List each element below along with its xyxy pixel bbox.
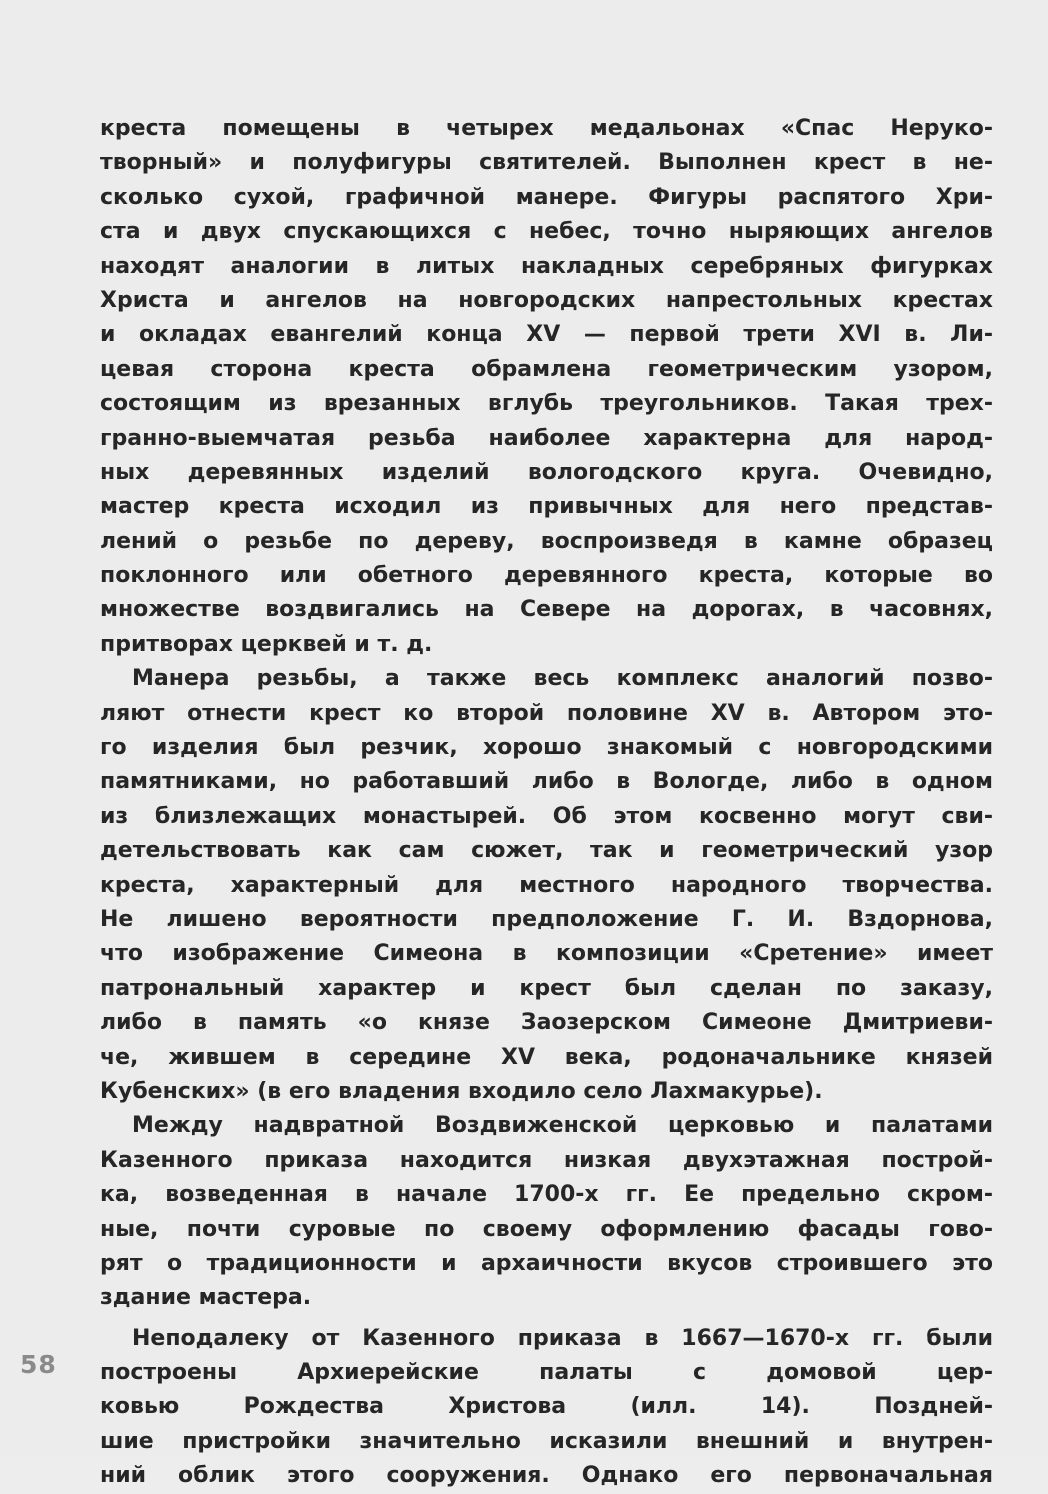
text-line: Кубенских» (в его владения входило село Лахмакурье). [100, 1078, 823, 1104]
text-line: ковью Рождества Христова (илл. 14). Поздней- [100, 1394, 993, 1420]
text-line: находят аналогии в литых накладных серебряных фигурках [100, 253, 993, 279]
paragraph-3 [100, 1109, 993, 1315]
text-line: что изображение Симеона в композиции «Сретение» имеет [100, 941, 993, 967]
paragraph-2 [100, 662, 993, 1109]
text-line: Казенного приказа находится низкая двухэтажная построй- [100, 1147, 993, 1173]
text-line: мастер креста исходил из привычных для него представ- [100, 494, 993, 520]
text-line: Христа и ангелов на новгородских напрестольных крестах [100, 287, 993, 313]
text-line: шие пристройки значительно исказили внешний и внутрен- [100, 1428, 993, 1454]
text-line: Между надвратной Воздвиженской церковью и палатами [132, 1113, 993, 1139]
text-line: креста помещены в четырех медальонах «Спас Неруко- [100, 116, 993, 141]
text-line: построены Архиерейские палаты с домовой цер- [100, 1360, 993, 1386]
text-line: либо в память «о князе Заозерском Симеоне Дмитриеви- [100, 1010, 993, 1036]
text-line: состоящим из врезанных вглубь треугольников. Такая трех- [100, 391, 993, 417]
text-line: ний облик этого сооружения. Однако его первоначальная [100, 1463, 993, 1489]
text-line: цевая сторона креста обрамлена геометрическим узором, [100, 356, 993, 382]
paragraph-1 [100, 112, 993, 662]
text-line: творный» и полуфигуры святителей. Выполнен крест в не- [100, 150, 993, 176]
paragraph-4 [100, 1322, 993, 1494]
text-line: из близлежащих монастырей. Об этом косвенно могут сви- [100, 803, 993, 829]
text-line: множестве воздвигались на Севере на дорогах, в часовнях, [100, 597, 993, 623]
text-line: Манера резьбы, а также весь комплекс аналогий позво- [132, 666, 993, 692]
text-line: рят о традиционности и архаичности вкусов строившего это [100, 1250, 993, 1276]
text-line: че, жившем в середине XV века, родоначальнике князей [100, 1044, 993, 1070]
text-line: притворах церквей и т. д. [100, 631, 433, 657]
text-line: ляют отнести крест ко второй половине XV в. Автором это- [100, 700, 993, 726]
text-line: го изделия был резчик, хорошо знакомый с новгородскими [100, 735, 993, 761]
page-number: 58 [20, 1350, 57, 1379]
text-line: ста и двух спускающихся с небес, точно ныряющих ангелов [100, 219, 993, 245]
text-line: детельствовать как сам сюжет, так и геометрический узор [100, 838, 993, 864]
text-line: Неподалеку от Казенного приказа в 1667—1670-х гг. были [132, 1325, 993, 1351]
text-line: здание мастера. [100, 1285, 312, 1311]
text-line: гранно-выемчатая резьба наиболее характерна для народ- [100, 425, 993, 451]
text-line: патрональный характер и крест был сделан по заказу, [100, 975, 993, 1001]
text-line: сколько сухой, графичной манере. Фигуры распятого Хри- [100, 184, 993, 210]
text-line: ных деревянных изделий вологодского круга. Очевидно, [100, 459, 993, 485]
text-line: памятниками, но работавший либо в Вологде, либо в одном [100, 769, 993, 795]
text-line: и окладах евангелий конца XV — первой трети XVI в. Ли- [100, 322, 993, 348]
text-line: ные, почти суровые по своему оформлению фасады гово- [100, 1216, 993, 1242]
text-line: поклонного или обетного деревянного креста, которые во [100, 563, 993, 589]
text-line: ка, возведенная в начале 1700-х гг. Ее предельно скром- [100, 1182, 993, 1208]
page-text [100, 112, 993, 1494]
text-line: лений о резьбе по дереву, воспроизведя в камне образец [100, 528, 993, 554]
text-line: Не лишено вероятности предположение Г. И. Вздорнова, [100, 906, 993, 932]
text-line: креста, характерный для местного народного творчества. [100, 872, 993, 898]
